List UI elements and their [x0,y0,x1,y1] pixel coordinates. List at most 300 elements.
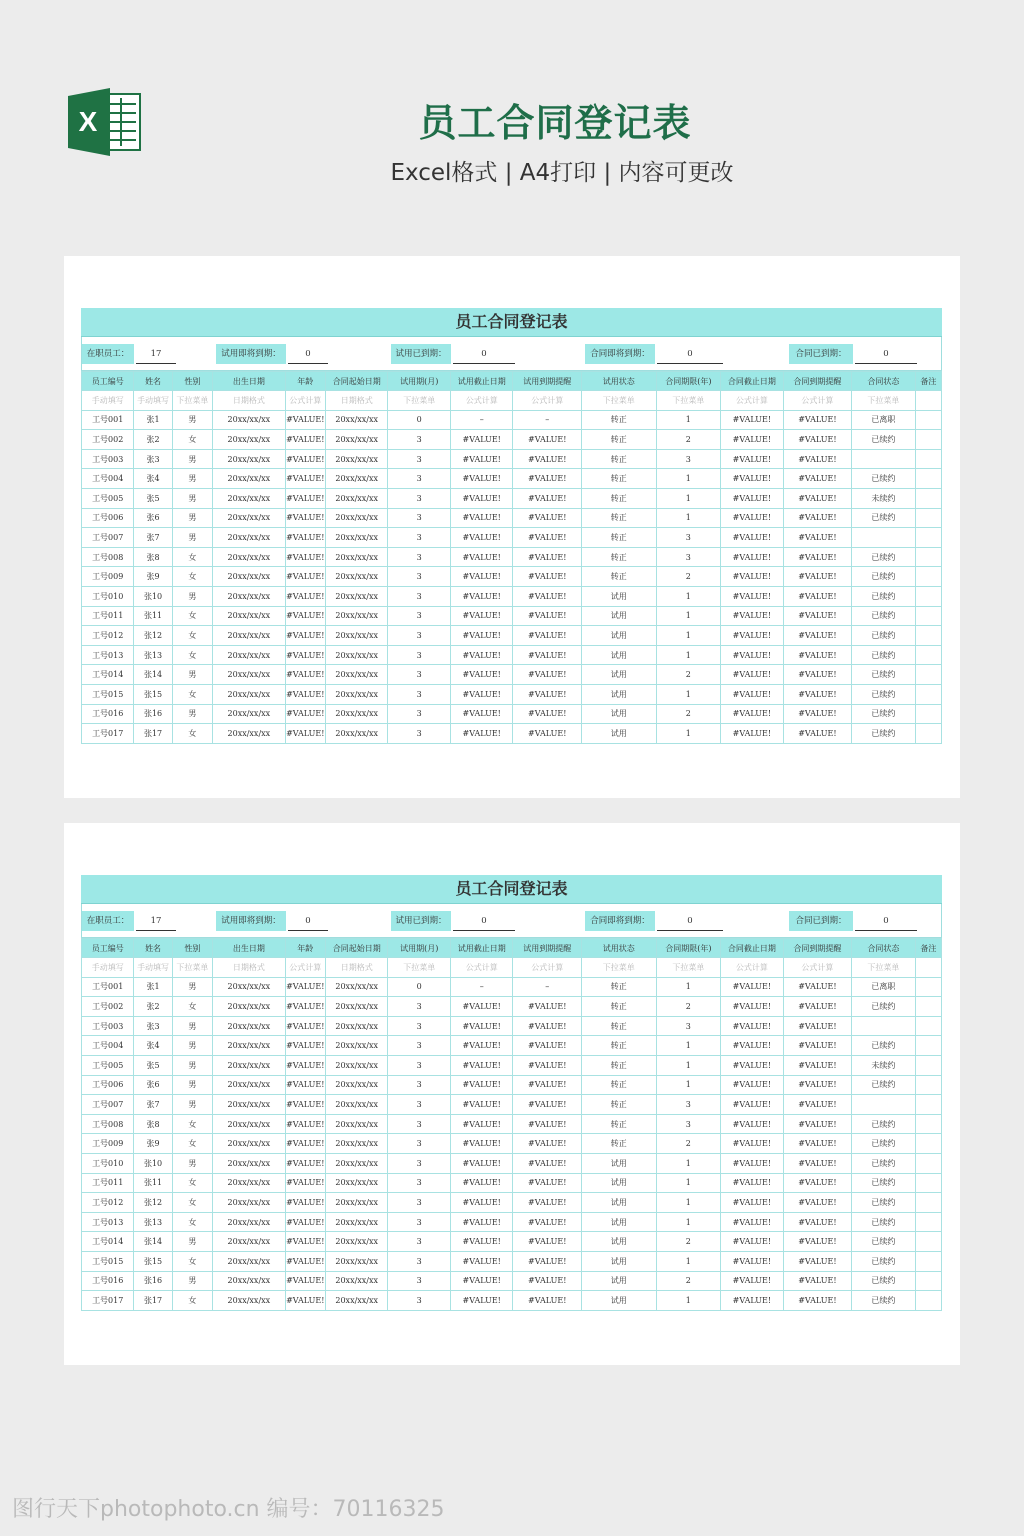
table-cell[interactable]: 试用 [582,1173,657,1193]
table-cell[interactable]: #VALUE! [783,1114,852,1134]
table-cell[interactable]: #VALUE! [450,1036,513,1056]
table-cell[interactable]: 3 [656,528,721,548]
table-cell[interactable]: #VALUE! [783,1212,852,1232]
table-cell[interactable]: #VALUE! [285,1134,325,1154]
summary-value[interactable]: 0 [453,345,515,364]
table-cell[interactable]: 20xx/xx/xx [325,1193,388,1213]
table-cell[interactable]: #VALUE! [783,1271,852,1291]
table-cell[interactable]: #VALUE! [721,665,784,685]
table-cell[interactable]: 张10 [134,586,172,606]
table-cell[interactable]: #VALUE! [285,665,325,685]
table-cell[interactable]: #VALUE! [450,606,513,626]
table-cell[interactable]: #VALUE! [285,1055,325,1075]
table-cell[interactable]: 20xx/xx/xx [213,1055,286,1075]
table-cell[interactable]: #VALUE! [721,1251,784,1271]
table-cell[interactable]: #VALUE! [783,1193,852,1213]
table-cell[interactable]: #VALUE! [783,528,852,548]
table-cell[interactable]: 20xx/xx/xx [213,1251,286,1271]
table-cell[interactable]: 20xx/xx/xx [213,645,286,665]
table-cell[interactable]: 张14 [134,665,172,685]
table-cell[interactable]: #VALUE! [285,567,325,587]
table-cell[interactable]: #VALUE! [721,704,784,724]
table-cell[interactable]: 男 [172,449,212,469]
table-cell[interactable]: #VALUE! [513,997,582,1017]
table-cell[interactable]: #VALUE! [450,1173,513,1193]
table-cell[interactable] [915,1173,941,1193]
table-cell[interactable]: 20xx/xx/xx [325,430,388,450]
table-cell[interactable]: #VALUE! [285,626,325,646]
table-cell[interactable]: 女 [172,1251,212,1271]
table-cell[interactable]: #VALUE! [285,1075,325,1095]
table-cell[interactable]: 1 [656,606,721,626]
table-cell[interactable]: 转正 [582,1114,657,1134]
summary-value[interactable]: 17 [136,345,176,364]
table-cell[interactable]: 已续约 [852,626,916,646]
table-cell[interactable]: 3 [388,1251,451,1271]
table-cell[interactable]: 已续约 [852,430,916,450]
table-cell[interactable]: 20xx/xx/xx [213,430,286,450]
table-cell[interactable]: 3 [656,547,721,567]
table-cell[interactable]: 工号013 [82,1212,134,1232]
table-cell[interactable]: #VALUE! [783,704,852,724]
table-cell[interactable]: 20xx/xx/xx [325,528,388,548]
table-cell[interactable]: 工号017 [82,1291,134,1311]
table-cell[interactable]: 张11 [134,1173,172,1193]
table-cell[interactable]: #VALUE! [285,586,325,606]
table-cell[interactable]: 20xx/xx/xx [213,626,286,646]
table-cell[interactable]: #VALUE! [450,684,513,704]
table-cell[interactable]: 3 [388,1232,451,1252]
table-cell[interactable]: 已续约 [852,567,916,587]
table-cell[interactable]: 20xx/xx/xx [325,1095,388,1115]
table-cell[interactable]: 男 [172,1016,212,1036]
table-cell[interactable]: 男 [172,488,212,508]
table-cell[interactable]: 20xx/xx/xx [213,488,286,508]
table-cell[interactable]: #VALUE! [513,508,582,528]
table-cell[interactable]: 3 [656,1016,721,1036]
table-cell[interactable]: 20xx/xx/xx [325,508,388,528]
table-cell[interactable]: #VALUE! [285,684,325,704]
table-cell[interactable]: #VALUE! [285,645,325,665]
table-cell[interactable]: 20xx/xx/xx [213,1095,286,1115]
table-cell[interactable]: #VALUE! [721,626,784,646]
table-cell[interactable]: #VALUE! [513,1291,582,1311]
table-cell[interactable]: – [450,977,513,997]
table-cell[interactable]: 2 [656,704,721,724]
table-cell[interactable]: #VALUE! [285,1212,325,1232]
table-cell[interactable]: 20xx/xx/xx [325,1291,388,1311]
table-cell[interactable]: 1 [656,1055,721,1075]
table-cell[interactable]: #VALUE! [285,606,325,626]
table-cell[interactable]: #VALUE! [783,626,852,646]
table-cell[interactable]: #VALUE! [450,1291,513,1311]
table-cell[interactable] [915,1016,941,1036]
table-cell[interactable]: #VALUE! [783,1016,852,1036]
table-cell[interactable]: 女 [172,626,212,646]
table-cell[interactable] [915,606,941,626]
table-cell[interactable]: 男 [172,1153,212,1173]
table-cell[interactable]: #VALUE! [721,1016,784,1036]
table-cell[interactable]: 男 [172,704,212,724]
table-cell[interactable]: #VALUE! [513,684,582,704]
table-cell[interactable]: 3 [388,430,451,450]
table-cell[interactable]: #VALUE! [721,410,784,430]
table-cell[interactable] [852,1095,916,1115]
table-cell[interactable]: 工号006 [82,508,134,528]
table-cell[interactable]: 女 [172,547,212,567]
table-cell[interactable]: #VALUE! [783,997,852,1017]
table-cell[interactable]: 20xx/xx/xx [213,1232,286,1252]
table-cell[interactable]: 20xx/xx/xx [213,1193,286,1213]
table-cell[interactable] [915,449,941,469]
table-cell[interactable]: #VALUE! [513,586,582,606]
table-cell[interactable]: 试用 [582,1193,657,1213]
table-cell[interactable]: 张10 [134,1153,172,1173]
table-cell[interactable]: 1 [656,1193,721,1213]
table-cell[interactable]: 转正 [582,1016,657,1036]
table-cell[interactable]: #VALUE! [721,488,784,508]
table-cell[interactable]: 3 [388,1055,451,1075]
table-cell[interactable]: #VALUE! [721,1193,784,1213]
table-cell[interactable]: #VALUE! [513,1036,582,1056]
table-cell[interactable]: 20xx/xx/xx [325,645,388,665]
table-cell[interactable]: #VALUE! [721,1291,784,1311]
table-cell[interactable]: #VALUE! [285,997,325,1017]
table-cell[interactable]: 工号011 [82,1173,134,1193]
table-cell[interactable]: #VALUE! [450,508,513,528]
table-cell[interactable]: 已续约 [852,665,916,685]
table-cell[interactable]: 3 [388,1173,451,1193]
table-cell[interactable]: 张3 [134,1016,172,1036]
table-cell[interactable]: 试用 [582,645,657,665]
table-cell[interactable]: 3 [388,547,451,567]
table-cell[interactable]: 男 [172,528,212,548]
summary-value[interactable]: 0 [288,912,328,931]
table-cell[interactable]: #VALUE! [783,684,852,704]
table-cell[interactable]: 3 [388,469,451,489]
table-cell[interactable]: #VALUE! [783,449,852,469]
table-cell[interactable]: 女 [172,1173,212,1193]
table-cell[interactable]: 张1 [134,410,172,430]
table-cell[interactable]: 20xx/xx/xx [325,586,388,606]
table-cell[interactable]: 20xx/xx/xx [325,410,388,430]
table-cell[interactable]: 3 [388,684,451,704]
table-cell[interactable]: #VALUE! [285,410,325,430]
table-cell[interactable]: #VALUE! [721,1114,784,1134]
summary-value[interactable]: 0 [288,345,328,364]
table-cell[interactable]: #VALUE! [513,1212,582,1232]
table-cell[interactable]: 女 [172,684,212,704]
table-cell[interactable]: 工号003 [82,1016,134,1036]
table-cell[interactable]: 0 [388,977,451,997]
table-cell[interactable]: 20xx/xx/xx [325,724,388,744]
table-cell[interactable]: #VALUE! [285,1036,325,1056]
table-cell[interactable]: #VALUE! [450,567,513,587]
table-cell[interactable]: 女 [172,724,212,744]
table-cell[interactable]: 3 [388,449,451,469]
table-cell[interactable]: 1 [656,626,721,646]
table-cell[interactable] [915,1153,941,1173]
table-cell[interactable]: 张8 [134,1114,172,1134]
table-cell[interactable]: #VALUE! [285,488,325,508]
table-cell[interactable]: #VALUE! [450,449,513,469]
table-cell[interactable]: 转正 [582,410,657,430]
table-cell[interactable] [915,1291,941,1311]
table-cell[interactable]: #VALUE! [721,1232,784,1252]
table-cell[interactable] [915,430,941,450]
table-cell[interactable]: #VALUE! [783,1055,852,1075]
table-cell[interactable]: #VALUE! [285,430,325,450]
table-cell[interactable]: #VALUE! [450,586,513,606]
table-cell[interactable]: 1 [656,1173,721,1193]
table-cell[interactable]: 2 [656,430,721,450]
table-cell[interactable]: 未续约 [852,488,916,508]
table-cell[interactable]: 转正 [582,488,657,508]
table-cell[interactable]: #VALUE! [450,997,513,1017]
table-cell[interactable]: #VALUE! [721,724,784,744]
table-cell[interactable]: #VALUE! [513,1271,582,1291]
table-cell[interactable]: 工号007 [82,1095,134,1115]
table-cell[interactable]: 20xx/xx/xx [213,1153,286,1173]
table-cell[interactable]: 20xx/xx/xx [325,606,388,626]
table-cell[interactable]: 3 [388,1271,451,1291]
table-cell[interactable]: 3 [388,1212,451,1232]
table-cell[interactable]: #VALUE! [450,1095,513,1115]
table-cell[interactable]: #VALUE! [450,547,513,567]
table-cell[interactable]: 3 [388,645,451,665]
table-cell[interactable]: 20xx/xx/xx [325,1055,388,1075]
table-cell[interactable]: 试用 [582,606,657,626]
table-cell[interactable]: 20xx/xx/xx [213,1134,286,1154]
table-cell[interactable]: #VALUE! [285,528,325,548]
table-cell[interactable]: 20xx/xx/xx [213,1114,286,1134]
table-cell[interactable]: #VALUE! [285,1153,325,1173]
table-cell[interactable]: 试用 [582,1212,657,1232]
table-cell[interactable]: 20xx/xx/xx [325,997,388,1017]
table-cell[interactable]: 转正 [582,567,657,587]
table-cell[interactable]: #VALUE! [783,1153,852,1173]
table-cell[interactable]: #VALUE! [450,645,513,665]
table-cell[interactable]: 3 [388,1036,451,1056]
table-cell[interactable]: 张8 [134,547,172,567]
table-cell[interactable]: #VALUE! [783,586,852,606]
table-cell[interactable]: #VALUE! [450,1153,513,1173]
table-cell[interactable]: 工号005 [82,1055,134,1075]
table-cell[interactable]: 1 [656,684,721,704]
table-cell[interactable]: #VALUE! [513,665,582,685]
table-cell[interactable]: 试用 [582,1153,657,1173]
table-cell[interactable]: 张6 [134,508,172,528]
table-cell[interactable]: 试用 [582,704,657,724]
table-cell[interactable]: #VALUE! [513,449,582,469]
table-cell[interactable]: #VALUE! [450,1055,513,1075]
table-cell[interactable]: 男 [172,508,212,528]
table-cell[interactable]: 1 [656,469,721,489]
table-cell[interactable]: 20xx/xx/xx [325,1232,388,1252]
table-cell[interactable]: 工号001 [82,977,134,997]
table-cell[interactable]: #VALUE! [721,606,784,626]
table-cell[interactable]: #VALUE! [721,1173,784,1193]
table-cell[interactable]: #VALUE! [450,626,513,646]
table-cell[interactable]: 2 [656,1232,721,1252]
table-cell[interactable]: 20xx/xx/xx [325,1075,388,1095]
table-cell[interactable]: – [450,410,513,430]
table-cell[interactable]: 工号008 [82,547,134,567]
table-cell[interactable]: #VALUE! [513,528,582,548]
table-cell[interactable]: 20xx/xx/xx [325,1251,388,1271]
table-cell[interactable]: 1 [656,1212,721,1232]
table-cell[interactable]: #VALUE! [513,567,582,587]
table-cell[interactable]: 张16 [134,704,172,724]
table-cell[interactable]: 男 [172,586,212,606]
table-cell[interactable]: 3 [388,1016,451,1036]
table-cell[interactable]: #VALUE! [513,469,582,489]
summary-value[interactable]: 0 [855,345,917,364]
table-cell[interactable]: #VALUE! [721,567,784,587]
table-cell[interactable]: 张14 [134,1232,172,1252]
table-cell[interactable]: 转正 [582,977,657,997]
table-cell[interactable]: #VALUE! [721,1055,784,1075]
table-cell[interactable] [852,449,916,469]
table-cell[interactable]: #VALUE! [450,1075,513,1095]
table-cell[interactable] [915,469,941,489]
table-cell[interactable]: 3 [656,1114,721,1134]
table-cell[interactable]: #VALUE! [513,1251,582,1271]
table-cell[interactable]: 转正 [582,528,657,548]
table-cell[interactable]: #VALUE! [513,724,582,744]
table-cell[interactable]: #VALUE! [721,430,784,450]
table-cell[interactable] [915,1055,941,1075]
table-cell[interactable]: #VALUE! [285,1173,325,1193]
table-cell[interactable]: 转正 [582,469,657,489]
table-cell[interactable]: #VALUE! [783,1095,852,1115]
table-cell[interactable]: 20xx/xx/xx [213,1291,286,1311]
table-cell[interactable]: 男 [172,665,212,685]
table-cell[interactable]: #VALUE! [721,997,784,1017]
table-cell[interactable]: 20xx/xx/xx [213,665,286,685]
table-cell[interactable]: #VALUE! [721,1212,784,1232]
table-cell[interactable]: 试用 [582,626,657,646]
table-cell[interactable]: #VALUE! [721,1153,784,1173]
table-cell[interactable]: #VALUE! [450,469,513,489]
table-cell[interactable]: #VALUE! [285,1251,325,1271]
table-cell[interactable]: #VALUE! [513,488,582,508]
table-cell[interactable]: #VALUE! [285,977,325,997]
table-cell[interactable]: 工号007 [82,528,134,548]
table-cell[interactable]: 已续约 [852,606,916,626]
table-cell[interactable] [915,704,941,724]
table-cell[interactable] [915,586,941,606]
table-cell[interactable]: 工号005 [82,488,134,508]
table-cell[interactable]: 20xx/xx/xx [213,1016,286,1036]
table-cell[interactable]: 3 [656,449,721,469]
table-cell[interactable]: 3 [388,1114,451,1134]
table-cell[interactable]: 20xx/xx/xx [213,586,286,606]
table-cell[interactable]: 20xx/xx/xx [213,528,286,548]
table-cell[interactable]: #VALUE! [783,1173,852,1193]
table-cell[interactable]: #VALUE! [513,606,582,626]
table-cell[interactable]: 1 [656,1075,721,1095]
table-cell[interactable]: #VALUE! [783,469,852,489]
table-cell[interactable]: 转正 [582,1036,657,1056]
table-cell[interactable]: 20xx/xx/xx [213,704,286,724]
table-cell[interactable]: 工号016 [82,704,134,724]
table-cell[interactable]: #VALUE! [285,1271,325,1291]
table-cell[interactable]: 男 [172,977,212,997]
table-cell[interactable]: 工号014 [82,665,134,685]
table-cell[interactable]: 男 [172,410,212,430]
table-cell[interactable] [915,626,941,646]
table-cell[interactable] [915,547,941,567]
table-cell[interactable]: 3 [388,1095,451,1115]
table-cell[interactable] [915,1036,941,1056]
table-cell[interactable]: 20xx/xx/xx [325,704,388,724]
table-cell[interactable]: 3 [388,1193,451,1213]
table-cell[interactable]: 20xx/xx/xx [213,449,286,469]
table-cell[interactable]: 20xx/xx/xx [213,606,286,626]
table-cell[interactable]: 20xx/xx/xx [325,1271,388,1291]
table-cell[interactable]: 已续约 [852,684,916,704]
table-cell[interactable]: #VALUE! [721,528,784,548]
table-cell[interactable] [852,1016,916,1036]
table-cell[interactable]: 张7 [134,528,172,548]
table-cell[interactable]: 已离职 [852,977,916,997]
table-cell[interactable]: 张4 [134,1036,172,1056]
table-cell[interactable]: 1 [656,488,721,508]
table-cell[interactable]: 女 [172,1212,212,1232]
table-cell[interactable]: #VALUE! [783,606,852,626]
table-cell[interactable]: 2 [656,665,721,685]
table-cell[interactable] [915,665,941,685]
table-cell[interactable]: 张15 [134,1251,172,1271]
table-cell[interactable]: #VALUE! [783,977,852,997]
table-cell[interactable] [915,1212,941,1232]
table-cell[interactable]: 已续约 [852,1212,916,1232]
table-cell[interactable]: #VALUE! [783,1036,852,1056]
table-cell[interactable]: 男 [172,1036,212,1056]
table-cell[interactable]: 转正 [582,508,657,528]
table-cell[interactable]: 工号008 [82,1114,134,1134]
table-cell[interactable]: 3 [388,1153,451,1173]
table-cell[interactable]: 已续约 [852,645,916,665]
table-cell[interactable]: 3 [388,724,451,744]
table-cell[interactable]: 试用 [582,1291,657,1311]
table-cell[interactable]: 1 [656,586,721,606]
table-cell[interactable]: 男 [172,1055,212,1075]
table-cell[interactable]: 20xx/xx/xx [325,449,388,469]
table-cell[interactable]: #VALUE! [721,977,784,997]
table-cell[interactable]: 男 [172,1075,212,1095]
table-cell[interactable]: 张17 [134,724,172,744]
table-cell[interactable]: #VALUE! [783,645,852,665]
table-cell[interactable]: #VALUE! [450,1212,513,1232]
table-cell[interactable]: 20xx/xx/xx [325,488,388,508]
table-cell[interactable]: #VALUE! [721,684,784,704]
table-cell[interactable]: 工号009 [82,1134,134,1154]
table-cell[interactable]: 张11 [134,606,172,626]
table-cell[interactable]: #VALUE! [513,1055,582,1075]
table-cell[interactable]: #VALUE! [513,1153,582,1173]
table-cell[interactable]: 张5 [134,488,172,508]
table-cell[interactable]: 20xx/xx/xx [325,684,388,704]
table-cell[interactable]: 工号011 [82,606,134,626]
table-cell[interactable]: #VALUE! [721,1036,784,1056]
table-cell[interactable]: 3 [388,1075,451,1095]
table-cell[interactable]: 1 [656,1291,721,1311]
table-cell[interactable]: 工号012 [82,626,134,646]
table-cell[interactable]: 20xx/xx/xx [213,508,286,528]
table-cell[interactable]: 20xx/xx/xx [325,1016,388,1036]
